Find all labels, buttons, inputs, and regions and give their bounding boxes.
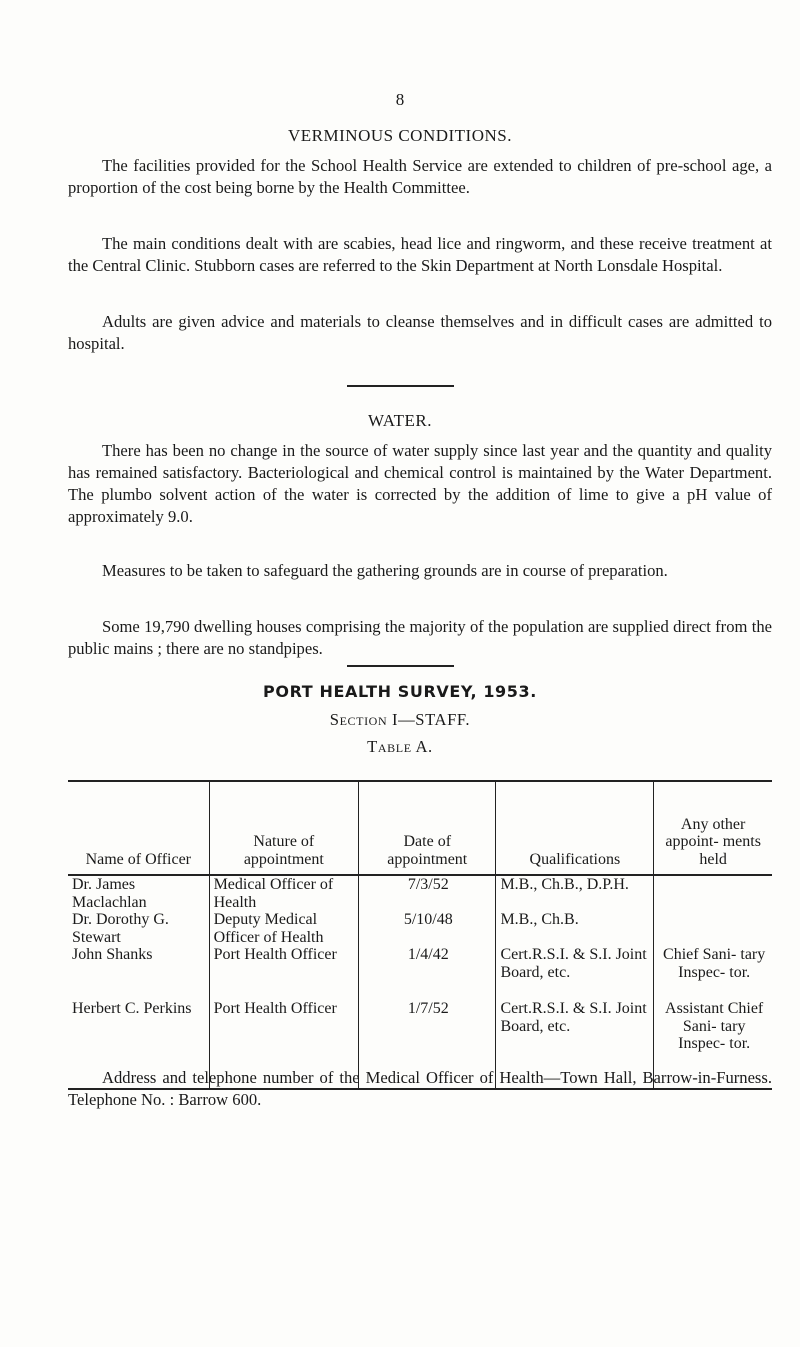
table-body-cell [68,875,209,1089]
table-caption: Table A. [367,737,433,756]
table-body-cell [359,875,496,1089]
water-paragraph-3: Some 19,790 dwelling houses comprising the majority of the population are supplied direct from the public mains ; there are no standpipes. [68,616,772,658]
port-survey-title: PORT HEALTH SURVEY, 1953. [263,682,537,701]
other-appointments [658,876,770,911]
qualifications: Cert.R.S.I. & S.I. Joint Board, etc. [500,1000,647,1035]
table-body-cell [496,875,654,1089]
table-row [68,875,772,1089]
qualifications: M.B., Ch.B., D.P.H. [500,876,629,893]
appointment-nature: Medical Officer of Health [213,876,334,911]
verminous-paragraph-2: The main conditions dealt with are scabies, head lice and ringworm, and these receive treatment at the Central Clinic. Stubborn cases are referred to the Skin Department at North Lonsdale Hospital. [68,233,772,275]
column-header-date: Date of appointment [359,781,496,875]
other-appointments: Assistant Chief Sani- tary Inspec- tor. [665,1000,764,1052]
officer-name: Dr. Dorothy G. Stewart [72,911,169,946]
staff-table [68,780,772,1090]
section-divider [347,665,454,667]
appointment-date: 1/7/52 [407,1000,449,1017]
appointment-nature: Port Health Officer [213,946,337,963]
column-header-name: Name of Officer [68,781,209,875]
officer-name: John Shanks [72,946,153,963]
other-appointments: Chief Sani- tary Inspec- tor. [663,946,766,981]
section-subtitle: Section I—STAFF. [329,710,471,729]
appointment-nature: Port Health Officer [213,1000,337,1017]
appointment-date: 5/10/48 [403,911,453,928]
water-paragraph-2: Measures to be taken to safeguard the gathering grounds are in course of preparation. [102,560,668,580]
water-paragraph-1: There has been no change in the source of water supply since last year and the quantity and quality has remained satisfactory. Bacteriological and chemical control is maintained by the Water Department. The plumbo solvent action of the water is corrected by the addition of lime to give a pH value of approximately 9.0. [68,440,772,526]
page-number: 8 [395,90,405,109]
verminous-paragraph-3: Adults are given advice and materials to cleanse themselves and in difficult cases are admitted to hospital. [68,311,772,353]
column-header-nature: Nature of appointment [209,781,358,875]
column-header-qualifications: Qualifications [496,781,654,875]
water-heading: WATER. [368,411,432,430]
other-appointments [658,911,770,946]
verminous-paragraph-1: The facilities provided for the School Health Service are extended to children of pre-school age, a proportion of the cost being borne by the Health Committee. [68,155,772,197]
table-body-cell [654,875,772,1089]
qualifications: Cert.R.S.I. & S.I. Joint Board, etc. [500,946,647,981]
section-divider [347,385,454,387]
column-header-other: Any other appoint- ments held [654,781,772,875]
appointment-date: 1/4/42 [407,946,449,963]
verminous-heading: VERMINOUS CONDITIONS. [288,126,512,145]
qualifications: M.B., Ch.B. [500,911,579,928]
table-body-cell [209,875,358,1089]
officer-name: Dr. James Maclachlan [72,876,147,911]
appointment-nature: Deputy Medical Officer of Health [213,911,324,946]
table-header-row [68,781,772,875]
appointment-date: 7/3/52 [407,876,449,893]
officer-name: Herbert C. Perkins [72,1000,192,1017]
footer-address: Address and telephone number of the Medical Officer of Health—Town Hall, Barrow-in-Furness. Telephone No. : Barrow 600. [68,1067,772,1109]
